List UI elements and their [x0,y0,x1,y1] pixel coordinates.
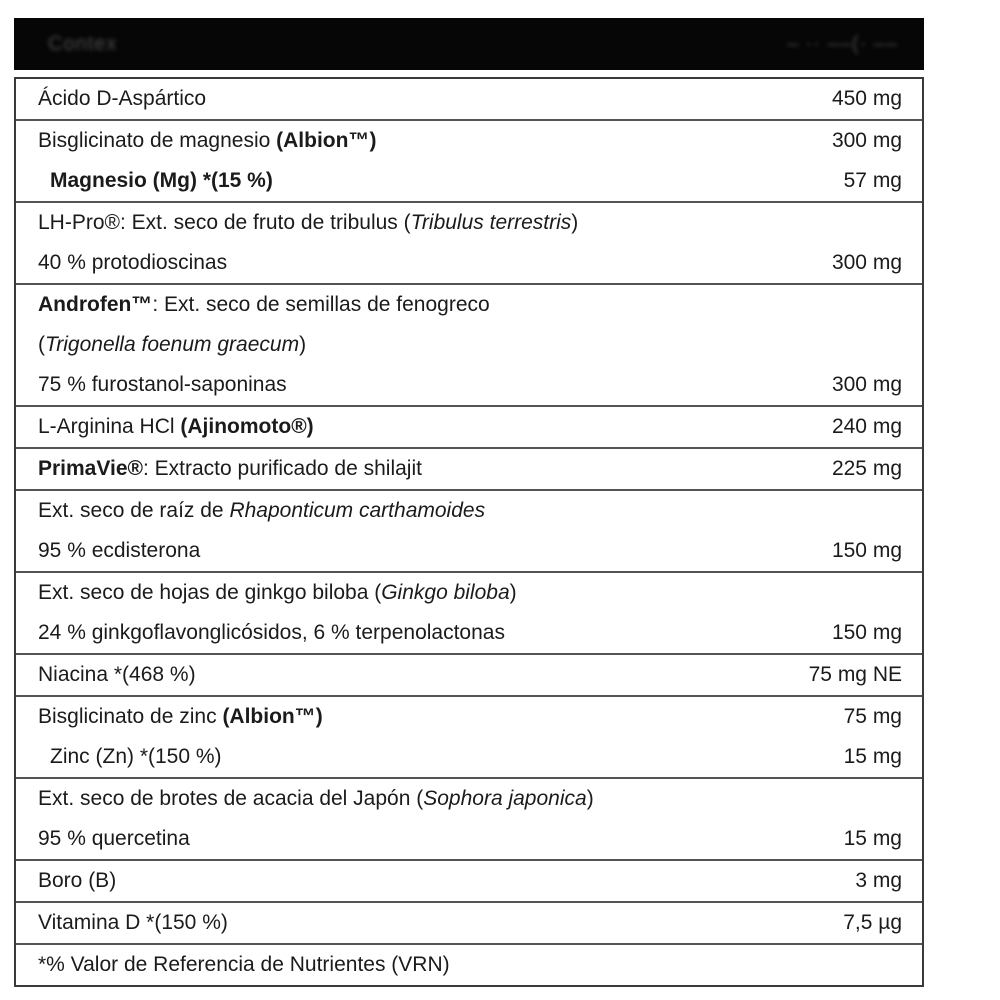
text-segment: Niacina *(468 %) [38,663,196,686]
ingredient-name [38,903,228,943]
amount-value: 225 mg [831,457,902,480]
footnote-line [16,945,922,985]
amount-value: 450 mg [831,87,902,110]
row-androfen [16,285,922,407]
text-segment: PrimaVie® [38,457,143,480]
ingredient-line [16,697,922,737]
row-l-arginina [16,407,922,449]
amount-value: 240 mg [831,415,902,438]
amount-value: 57 mg [843,169,902,192]
ingredient-name [38,449,422,489]
row-primavie [16,449,922,491]
ingredient-name [38,491,485,531]
ingredient-line [16,285,922,325]
text-segment: (Albion™) [222,705,323,728]
text-segment: Ginkgo biloba [381,581,510,604]
text-segment: Ext. seco de hojas de ginkgo biloba ( [38,581,382,604]
text-segment: Ext. seco de raíz de [38,499,230,522]
text-segment: Magnesio (Mg) *(15 %) [50,169,273,192]
ingredient-line [16,121,922,161]
text-segment: (Ajinomoto®) [180,415,314,438]
row-zinc [16,697,922,779]
amount-value: 300 mg [831,251,902,274]
ingredient-name [38,779,594,819]
row-magnesio [16,121,922,203]
ingredient-subline [16,161,922,201]
header-right-text: – ·· ––(· –– [787,33,898,55]
text-segment: Zinc (Zn) *(150 %) [50,745,222,768]
text-segment: ( [38,333,45,356]
text-segment: 95 % quercetina [38,827,190,850]
ingredient-subline [16,365,922,405]
ingredient-line [16,573,922,613]
amount-value: 150 mg [831,539,902,562]
amount-value: 15 mg [843,745,902,768]
ingredient-line [16,449,922,489]
ingredient-name [38,573,517,613]
text-segment: Bisglicinato de magnesio [38,129,277,152]
text-segment: L-Arginina HCl [38,415,181,438]
text-segment: Sophora japonica [423,787,587,810]
text-segment: : Extracto purificado de shilajit [142,457,422,480]
amount-value: 75 mg [843,705,902,728]
ingredient-name [38,79,206,119]
text-segment: Trigonella foenum graecum [45,333,300,356]
row-ginkgo [16,573,922,655]
ingredient-line [16,861,922,901]
text-segment: ) [586,787,594,810]
text-segment: ) [299,333,307,356]
text-segment: Vitamina D *(150 %) [38,911,228,934]
ingredient-name [38,655,196,695]
ingredient-line [16,903,922,943]
amount-value: 15 mg [843,827,902,850]
supplement-facts-panel [14,18,924,987]
text-segment: *% Valor de Referencia de Nutrientes (VRN) [38,953,450,976]
row-acido-d-aspartico [16,79,922,121]
row-vitamina-d [16,903,922,945]
text-segment: 40 % protodioscinas [38,251,228,274]
text-segment: : Ext. seco de semillas de fenogreco [152,293,490,316]
text-segment: 24 % ginkgoflavonglicósidos, 6 % terpenolactonas [38,621,505,644]
text-segment: Ácido D-Aspártico [38,87,207,110]
text-segment: (Albion™) [276,129,377,152]
text-segment: ) [571,211,579,234]
text-segment: Bisglicinato de zinc [38,705,223,728]
text-segment: Androfen™ [38,293,153,316]
ingredient-name [38,365,287,405]
ingredient-name [50,161,273,201]
ingredient-name [38,407,314,447]
ingredient-name [38,819,190,859]
row-lh-pro [16,203,922,285]
ingredient-subline [16,531,922,571]
ingredient-name [38,243,227,283]
amount-value: 7,5 µg [843,911,902,934]
ingredient-line [16,407,922,447]
text-segment: 95 % ecdisterona [38,539,201,562]
table-header-bar [14,18,924,70]
ingredient-subline [16,243,922,283]
text-segment: Rhaponticum carthamoides [229,499,486,522]
row-boro [16,861,922,903]
ingredient-name [38,861,116,901]
ingredient-name [38,121,376,161]
ingredient-name [38,203,578,243]
amount-value: 75 mg NE [808,663,902,686]
amount-value: 300 mg [831,373,902,396]
footnote-text [38,945,450,985]
ingredient-name [50,737,222,777]
text-segment: Ext. seco de brotes de acacia del Japón ( [38,787,424,810]
ingredient-subline [16,737,922,777]
ingredient-line [16,491,922,531]
ingredient-line [16,79,922,119]
text-segment: ) [509,581,517,604]
ingredient-line [16,203,922,243]
ingredient-name [38,325,306,365]
header-left-text: Contex [48,33,118,55]
ingredient-subline [16,613,922,653]
row-rhaponticum [16,491,922,573]
ingredient-line [16,655,922,695]
ingredient-name [38,531,200,571]
ingredient-name [38,285,490,325]
text-segment: 75 % furostanol-saponinas [38,373,287,396]
ingredient-name [38,613,505,653]
text-segment: Tribulus terrestris [410,211,572,234]
ingredients-table [14,77,924,987]
ingredient-line [16,779,922,819]
row-niacina [16,655,922,697]
amount-value: 150 mg [831,621,902,644]
ingredient-subline [16,325,922,365]
amount-value: 300 mg [831,129,902,152]
ingredient-subline [16,819,922,859]
row-sophora [16,779,922,861]
ingredient-name [38,697,323,737]
row-footnote [16,945,922,985]
amount-value: 3 mg [855,869,902,892]
text-segment: Boro (B) [38,869,117,892]
text-segment: LH-Pro®: Ext. seco de fruto de tribulus ( [38,211,411,234]
